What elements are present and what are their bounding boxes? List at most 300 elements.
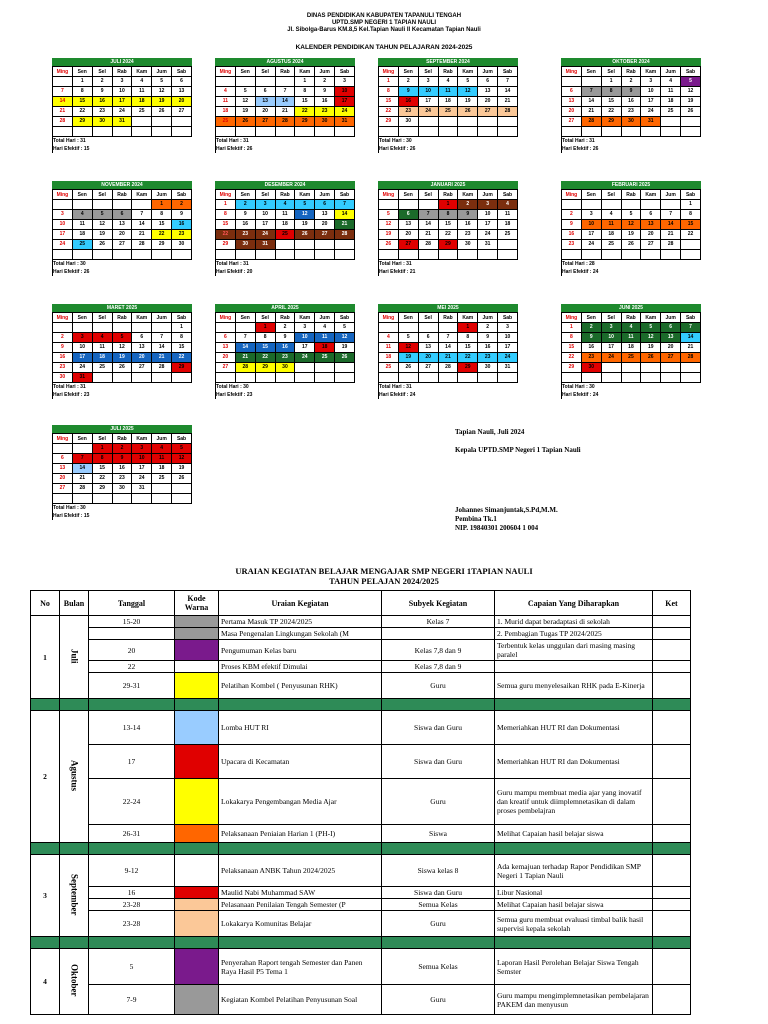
total-days: Total Hari : 31 bbox=[378, 260, 518, 268]
day-cell: 4 bbox=[379, 333, 399, 343]
day-cell: 3 bbox=[418, 77, 438, 87]
day-cell: 21 bbox=[132, 230, 152, 240]
row-number: 3 bbox=[31, 855, 60, 937]
day-cell bbox=[661, 117, 681, 127]
day-cell: 15 bbox=[601, 97, 621, 107]
day-cell: 15 bbox=[562, 343, 582, 353]
day-cell: 26 bbox=[379, 240, 399, 250]
day-cell: 29 bbox=[255, 363, 275, 373]
date-cell: 26-31 bbox=[89, 825, 175, 843]
day-cell: 11 bbox=[621, 333, 641, 343]
weekday-header: Sen bbox=[581, 190, 601, 200]
day-cell bbox=[661, 250, 681, 260]
month-title: APRIL 2025 bbox=[215, 304, 355, 312]
day-cell: 23 bbox=[581, 353, 601, 363]
weekday-header: Kam bbox=[641, 67, 661, 77]
weekday-header: Sen bbox=[235, 313, 255, 323]
day-cell: 15 bbox=[681, 220, 701, 230]
day-cell: 21 bbox=[72, 474, 92, 484]
day-cell bbox=[581, 373, 601, 383]
day-cell: 6 bbox=[661, 323, 681, 333]
day-cell: 2 bbox=[235, 200, 255, 210]
weekday-header: Jum bbox=[315, 190, 335, 200]
day-cell: 3 bbox=[112, 77, 132, 87]
day-cell: 6 bbox=[641, 210, 661, 220]
day-cell bbox=[562, 250, 582, 260]
day-cell: 9 bbox=[53, 343, 73, 353]
day-cell: 20 bbox=[315, 220, 335, 230]
day-cell bbox=[92, 494, 112, 504]
day-cell: 30 bbox=[112, 484, 132, 494]
color-code-cell bbox=[175, 825, 219, 843]
outcome-cell: Memeriahkan HUT RI dan Dokumentasi bbox=[495, 745, 653, 779]
day-cell: 2 bbox=[581, 323, 601, 333]
weekday-header: Kam bbox=[458, 190, 478, 200]
table-row bbox=[31, 985, 691, 1015]
day-cell bbox=[275, 373, 295, 383]
weekday-header: Jum bbox=[152, 190, 172, 200]
day-cell: 13 bbox=[53, 464, 73, 474]
row-number: 1 bbox=[31, 616, 60, 699]
day-cell: 6 bbox=[398, 210, 418, 220]
day-cell bbox=[172, 494, 192, 504]
day-cell bbox=[379, 127, 399, 137]
weekday-header: Sen bbox=[398, 190, 418, 200]
day-cell: 9 bbox=[581, 333, 601, 343]
day-cell: 16 bbox=[92, 97, 112, 107]
weekday-header: Sel bbox=[92, 434, 112, 444]
day-cell bbox=[498, 127, 518, 137]
day-cell bbox=[152, 484, 172, 494]
day-cell: 2 bbox=[478, 323, 498, 333]
separator-cell bbox=[495, 699, 653, 711]
day-cell: 18 bbox=[132, 97, 152, 107]
color-code-cell bbox=[175, 949, 219, 985]
outcome-cell: Ada kemajuan terhadap Rapor Pendidikan SMP Negeri 1 Tapian Nauli bbox=[495, 855, 653, 887]
activity-cell: Proses KBM efektif Dimulai bbox=[219, 661, 382, 673]
subject-cell: Kelas 7,8 dan 9 bbox=[382, 661, 495, 673]
weekday-header: Jum bbox=[152, 67, 172, 77]
weekday-header: Kam bbox=[132, 313, 152, 323]
day-cell bbox=[498, 373, 518, 383]
day-cell bbox=[72, 200, 92, 210]
day-cell: 31 bbox=[72, 373, 92, 383]
month-label: Agustus bbox=[69, 759, 80, 791]
day-cell: 4 bbox=[315, 323, 335, 333]
day-cell: 30 bbox=[581, 363, 601, 373]
day-cell: 31 bbox=[335, 117, 355, 127]
day-cell: 10 bbox=[53, 220, 73, 230]
day-cell bbox=[478, 250, 498, 260]
day-cell bbox=[112, 200, 132, 210]
day-cell bbox=[72, 444, 92, 454]
uraian-title: URAIAN KEGIATAN BELAJAR MENGAJAR SMP NEGERI 1TAPIAN NAULI bbox=[235, 566, 533, 576]
table-header-row bbox=[31, 591, 691, 616]
day-cell: 23 bbox=[92, 107, 112, 117]
month-title: NOVEMBER 2024 bbox=[52, 181, 192, 189]
day-cell bbox=[72, 250, 92, 260]
separator-cell bbox=[89, 843, 175, 855]
day-cell: 29 bbox=[72, 117, 92, 127]
weekday-header: Sel bbox=[92, 190, 112, 200]
day-cell: 23 bbox=[458, 230, 478, 240]
note-cell bbox=[653, 855, 691, 887]
weekday-header: Sen bbox=[581, 67, 601, 77]
day-cell: 3 bbox=[335, 77, 355, 87]
separator-cell bbox=[175, 937, 219, 949]
day-cell bbox=[418, 323, 438, 333]
day-cell: 20 bbox=[132, 353, 152, 363]
day-cell bbox=[152, 127, 172, 137]
day-cell bbox=[132, 494, 152, 504]
subject-cell: Kelas 7 bbox=[382, 616, 495, 628]
color-code-cell bbox=[175, 628, 219, 640]
day-cell: 7 bbox=[53, 87, 73, 97]
weekday-header: Sel bbox=[418, 190, 438, 200]
table-row bbox=[31, 711, 691, 745]
table-row bbox=[31, 779, 691, 825]
day-cell bbox=[601, 373, 621, 383]
day-cell bbox=[315, 373, 335, 383]
note-cell bbox=[653, 711, 691, 745]
month-label: Oktober bbox=[69, 964, 80, 997]
day-cell: 17 bbox=[53, 230, 73, 240]
weekday-header: Jum bbox=[152, 313, 172, 323]
day-cell: 31 bbox=[498, 363, 518, 373]
day-cell: 30 bbox=[172, 240, 192, 250]
day-cell bbox=[275, 77, 295, 87]
weekday-header: Sel bbox=[601, 190, 621, 200]
day-cell: 17 bbox=[641, 97, 661, 107]
day-cell: 3 bbox=[581, 210, 601, 220]
day-cell bbox=[398, 250, 418, 260]
day-cell bbox=[216, 250, 236, 260]
day-cell: 5 bbox=[335, 323, 355, 333]
note-cell bbox=[653, 899, 691, 911]
day-cell: 21 bbox=[53, 107, 73, 117]
day-cell: 9 bbox=[172, 210, 192, 220]
weekday-header: Sel bbox=[418, 313, 438, 323]
day-cell bbox=[581, 250, 601, 260]
col-header: Ket bbox=[653, 591, 691, 616]
day-cell: 25 bbox=[152, 474, 172, 484]
month-title: SEPTEMBER 2024 bbox=[378, 58, 518, 66]
day-cell: 11 bbox=[132, 87, 152, 97]
day-cell bbox=[398, 323, 418, 333]
month-title: FEBRUARI 2025 bbox=[561, 181, 701, 189]
day-cell: 19 bbox=[235, 107, 255, 117]
day-cell: 22 bbox=[152, 230, 172, 240]
day-cell: 22 bbox=[92, 474, 112, 484]
day-cell: 21 bbox=[661, 230, 681, 240]
day-cell bbox=[172, 484, 192, 494]
day-cell: 8 bbox=[152, 210, 172, 220]
day-cell bbox=[132, 373, 152, 383]
day-cell: 25 bbox=[216, 117, 236, 127]
month-calendar bbox=[215, 304, 355, 399]
weekday-header: Sab bbox=[335, 67, 355, 77]
day-cell: 2 bbox=[562, 210, 582, 220]
month-calendar bbox=[215, 58, 355, 153]
separator-cell bbox=[382, 843, 495, 855]
day-cell: 3 bbox=[478, 200, 498, 210]
weekday-header: Sab bbox=[498, 67, 518, 77]
date-cell: 13-14 bbox=[89, 711, 175, 745]
month-calendar bbox=[378, 181, 518, 276]
day-cell: 28 bbox=[53, 117, 73, 127]
day-cell: 20 bbox=[418, 353, 438, 363]
month-title: AGUSTUS 2024 bbox=[215, 58, 355, 66]
color-code-cell bbox=[175, 887, 219, 899]
month-title: MARET 2025 bbox=[52, 304, 192, 312]
day-cell: 15 bbox=[458, 343, 478, 353]
day-cell: 11 bbox=[438, 87, 458, 97]
day-cell: 21 bbox=[438, 353, 458, 363]
weekday-header: Jum bbox=[152, 434, 172, 444]
day-cell: 10 bbox=[335, 87, 355, 97]
weekday-header: Sen bbox=[72, 67, 92, 77]
col-header: Kode Warna bbox=[175, 591, 219, 616]
date-cell: 7-9 bbox=[89, 985, 175, 1015]
day-cell: 20 bbox=[53, 474, 73, 484]
col-header: No bbox=[31, 591, 60, 616]
weekday-header: Kam bbox=[641, 313, 661, 323]
day-cell: 6 bbox=[216, 333, 236, 343]
day-cell: 20 bbox=[112, 230, 132, 240]
outcome-cell: Melihat Capaian hasil belajar siswa bbox=[495, 825, 653, 843]
date-cell: 16 bbox=[89, 887, 175, 899]
day-cell bbox=[315, 250, 335, 260]
day-cell: 26 bbox=[235, 117, 255, 127]
month-title: JUNI 2025 bbox=[561, 304, 701, 312]
day-cell bbox=[418, 127, 438, 137]
day-cell: 15 bbox=[152, 220, 172, 230]
weekday-header: Sab bbox=[681, 313, 701, 323]
day-cell: 1 bbox=[458, 323, 478, 333]
day-cell: 20 bbox=[562, 107, 582, 117]
day-cell: 9 bbox=[478, 333, 498, 343]
day-cell bbox=[661, 363, 681, 373]
effective-days: Hari Efektif : 26 bbox=[378, 145, 518, 153]
day-cell: 27 bbox=[172, 107, 192, 117]
day-cell bbox=[112, 127, 132, 137]
weekday-header: Sen bbox=[72, 313, 92, 323]
day-cell: 7 bbox=[661, 210, 681, 220]
day-cell: 26 bbox=[335, 353, 355, 363]
weekday-header: Rab bbox=[438, 67, 458, 77]
day-cell: 18 bbox=[438, 97, 458, 107]
day-cell bbox=[581, 200, 601, 210]
weekday-header: Jum bbox=[661, 313, 681, 323]
day-cell: 1 bbox=[562, 323, 582, 333]
sign-nip: NIP. 19840301 200604 1 004 bbox=[455, 524, 539, 532]
effective-days: Hari Efektif : 15 bbox=[52, 512, 192, 520]
day-cell: 27 bbox=[562, 117, 582, 127]
day-cell: 18 bbox=[275, 220, 295, 230]
activity-cell: Pengumuman Kelas baru bbox=[219, 640, 382, 661]
table-row bbox=[31, 949, 691, 985]
day-cell bbox=[335, 240, 355, 250]
day-cell: 13 bbox=[112, 220, 132, 230]
day-cell: 23 bbox=[235, 230, 255, 240]
day-cell: 17 bbox=[601, 343, 621, 353]
day-cell bbox=[132, 250, 152, 260]
day-cell: 6 bbox=[478, 77, 498, 87]
effective-days: Hari Efektif : 23 bbox=[52, 391, 192, 399]
day-cell: 3 bbox=[132, 444, 152, 454]
day-cell: 29 bbox=[295, 117, 315, 127]
weekday-header: Jum bbox=[315, 67, 335, 77]
day-cell: 17 bbox=[255, 220, 275, 230]
day-cell bbox=[112, 373, 132, 383]
weekday-header: Rab bbox=[438, 190, 458, 200]
day-cell: 18 bbox=[72, 230, 92, 240]
day-cell: 15 bbox=[72, 97, 92, 107]
day-cell: 17 bbox=[132, 464, 152, 474]
outcome-cell bbox=[495, 661, 653, 673]
color-code-cell bbox=[175, 616, 219, 628]
separator-cell bbox=[31, 699, 60, 711]
note-cell bbox=[653, 949, 691, 985]
day-cell bbox=[681, 250, 701, 260]
day-cell: 11 bbox=[92, 343, 112, 353]
table-row bbox=[31, 745, 691, 779]
day-cell: 15 bbox=[172, 343, 192, 353]
day-cell bbox=[562, 127, 582, 137]
day-cell: 1 bbox=[255, 323, 275, 333]
effective-days: Hari Efektif : 26 bbox=[215, 145, 355, 153]
day-cell: 27 bbox=[418, 363, 438, 373]
date-cell: 9-12 bbox=[89, 855, 175, 887]
day-cell bbox=[601, 127, 621, 137]
sign-role: Kepala UPTD.SMP Negeri 1 Tapian Nauli bbox=[455, 446, 581, 454]
day-cell: 5 bbox=[458, 77, 478, 87]
day-cell: 28 bbox=[418, 240, 438, 250]
day-cell: 6 bbox=[255, 87, 275, 97]
day-cell: 25 bbox=[379, 363, 399, 373]
day-cell: 12 bbox=[112, 343, 132, 353]
day-cell: 18 bbox=[621, 343, 641, 353]
day-cell: 31 bbox=[112, 117, 132, 127]
day-cell: 4 bbox=[72, 210, 92, 220]
day-cell: 14 bbox=[152, 343, 172, 353]
day-cell bbox=[581, 127, 601, 137]
day-cell: 22 bbox=[458, 353, 478, 363]
weekday-header: Sab bbox=[681, 67, 701, 77]
day-cell: 2 bbox=[172, 200, 192, 210]
day-cell: 30 bbox=[458, 240, 478, 250]
weekday-header: Sab bbox=[335, 190, 355, 200]
day-cell: 14 bbox=[498, 87, 518, 97]
day-cell: 19 bbox=[335, 343, 355, 353]
day-cell: 9 bbox=[398, 87, 418, 97]
day-cell: 28 bbox=[235, 363, 255, 373]
day-cell: 10 bbox=[581, 220, 601, 230]
day-cell: 8 bbox=[681, 210, 701, 220]
day-cell: 22 bbox=[562, 353, 582, 363]
day-cell: 30 bbox=[621, 117, 641, 127]
day-cell bbox=[478, 373, 498, 383]
day-cell bbox=[681, 363, 701, 373]
col-header: Subyek Kegiatan bbox=[382, 591, 495, 616]
day-cell bbox=[641, 250, 661, 260]
month-cell bbox=[60, 949, 89, 1015]
outcome-cell: 2. Pembagian Tugas TP 2024/2025 bbox=[495, 628, 653, 640]
color-code-cell bbox=[175, 661, 219, 673]
day-cell: 14 bbox=[581, 97, 601, 107]
weekday-header: Jum bbox=[661, 190, 681, 200]
table-row bbox=[31, 899, 691, 911]
color-code-cell bbox=[175, 985, 219, 1015]
day-cell bbox=[621, 250, 641, 260]
day-cell: 28 bbox=[72, 484, 92, 494]
activity-cell: Maulid Nabi Muhammad SAW bbox=[219, 887, 382, 899]
day-cell: 10 bbox=[601, 333, 621, 343]
weekday-header: Sen bbox=[235, 190, 255, 200]
weekday-header: Jum bbox=[315, 313, 335, 323]
separator-cell bbox=[219, 699, 382, 711]
day-cell: 13 bbox=[562, 97, 582, 107]
day-cell: 26 bbox=[152, 107, 172, 117]
day-cell bbox=[53, 494, 73, 504]
color-code-cell bbox=[175, 711, 219, 745]
weekday-header: Sel bbox=[601, 313, 621, 323]
day-cell: 1 bbox=[438, 200, 458, 210]
day-cell: 15 bbox=[379, 97, 399, 107]
day-cell: 8 bbox=[295, 87, 315, 97]
day-cell: 7 bbox=[681, 323, 701, 333]
separator-cell bbox=[31, 843, 60, 855]
day-cell: 2 bbox=[92, 77, 112, 87]
separator-cell bbox=[89, 937, 175, 949]
day-cell bbox=[235, 323, 255, 333]
outcome-cell: Terbentuk kelas unggulan dari masing masing paralel bbox=[495, 640, 653, 661]
day-cell: 19 bbox=[458, 97, 478, 107]
day-cell: 28 bbox=[438, 363, 458, 373]
day-cell bbox=[478, 127, 498, 137]
day-cell: 29 bbox=[216, 240, 236, 250]
day-cell bbox=[315, 127, 335, 137]
day-cell: 14 bbox=[661, 220, 681, 230]
day-cell: 24 bbox=[295, 353, 315, 363]
day-cell: 22 bbox=[681, 230, 701, 240]
note-cell bbox=[653, 911, 691, 937]
sign-rank: Pembina Tk.1 bbox=[455, 515, 497, 523]
day-cell: 22 bbox=[295, 107, 315, 117]
day-cell bbox=[216, 77, 236, 87]
day-cell bbox=[53, 250, 73, 260]
effective-days: Hari Efektif : 23 bbox=[215, 391, 355, 399]
day-cell: 7 bbox=[152, 333, 172, 343]
day-cell: 12 bbox=[295, 210, 315, 220]
day-cell: 8 bbox=[216, 210, 236, 220]
effective-days: Hari Efektif : 24 bbox=[561, 391, 701, 399]
separator-cell bbox=[382, 699, 495, 711]
day-cell: 5 bbox=[641, 323, 661, 333]
day-cell: 27 bbox=[112, 240, 132, 250]
day-cell: 10 bbox=[418, 87, 438, 97]
separator-cell bbox=[31, 937, 60, 949]
weekday-header: Sen bbox=[72, 190, 92, 200]
weekday-header: Ming bbox=[216, 313, 236, 323]
day-cell: 16 bbox=[478, 343, 498, 353]
day-cell: 6 bbox=[172, 77, 192, 87]
day-cell: 6 bbox=[418, 333, 438, 343]
total-days: Total Hari : 31 bbox=[378, 383, 518, 391]
outcome-cell: Guru mampu mengimplemnetasikan pembelajaran PAKEM dan menyusun bbox=[495, 985, 653, 1015]
weekday-header: Kam bbox=[295, 67, 315, 77]
total-days: Total Hari : 31 bbox=[52, 137, 192, 145]
